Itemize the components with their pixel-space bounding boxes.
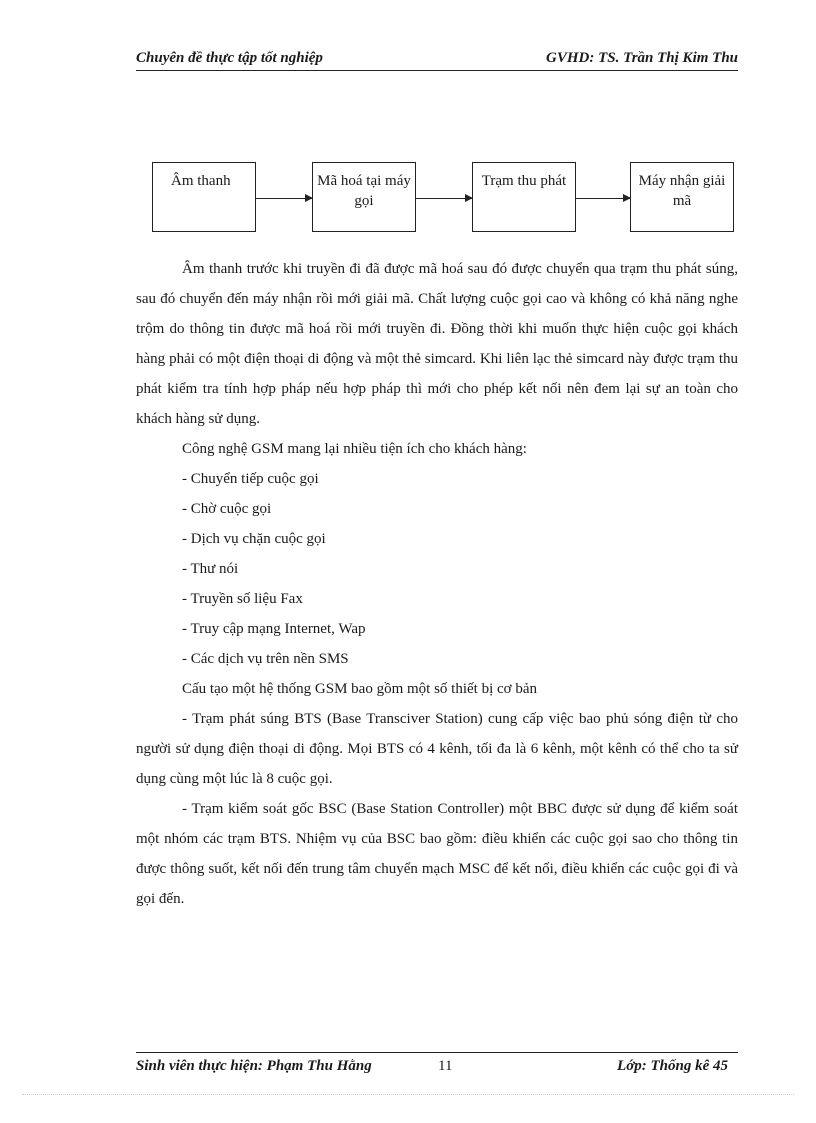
paragraph-2: Công nghệ GSM mang lại nhiều tiện ích cho khách hàng: [182, 441, 527, 457]
diagram-arrow-1 [256, 198, 312, 199]
diagram-arrow-2 [416, 198, 472, 199]
list-item: - Chuyển tiếp cuộc gọi [182, 471, 319, 487]
header-advisor: GVHD: TS. Trần Thị Kim Thu [546, 50, 738, 66]
list-item: - Các dịch vụ trên nền SMS [182, 651, 349, 667]
list-item: - Truy cập mạng Internet, Wap [182, 621, 366, 637]
page-header [136, 48, 738, 71]
diagram-arrow-3 [576, 198, 630, 199]
diagram-box-sound: Âm thanh [152, 162, 256, 232]
body-text [136, 254, 738, 914]
paragraph-4: - Trạm phát súng BTS (Base Transciver Station) cung cấp việc bao phủ sóng điện từ cho người sử dụng điện thoại di động. Mọi BTS có 4 kênh, tối đa là 6 kênh, một kênh có thể cho ta sử dụng cùng một lúc là 8 cuộc gọi. [136, 711, 738, 787]
page-bottom-divider [22, 1094, 794, 1095]
page-number: 11 [438, 1058, 453, 1074]
list-item: - Chờ cuộc gọi [182, 501, 272, 517]
list-item: - Truyền số liệu Fax [182, 591, 303, 607]
header-title: Chuyên đề thực tập tốt nghiệp [136, 50, 323, 66]
paragraph-5: - Trạm kiểm soát gốc BSC (Base Station Controller) một BBC được sử dụng để kiểm soát một nhóm các trạm BTS. Nhiệm vụ của BSC bao gồm: điều khiển các cuộc gọi sao cho thông tin được thông suốt, kết nối đến trung tâm chuyển mạch MSC để kết nối, điều khiển các cuộc gọi đi và gọi đến. [136, 801, 738, 907]
page-footer [136, 1052, 738, 1079]
footer-class: Lớp: Thống kê 45 [617, 1058, 728, 1074]
paragraph-3: Cấu tạo một hệ thống GSM bao gồm một số thiết bị cơ bản [182, 681, 537, 697]
diagram-box-receiver: Máy nhận giải mã [630, 162, 734, 232]
footer-student: Sinh viên thực hiện: Phạm Thu Hằng [136, 1058, 372, 1074]
diagram-box-station: Trạm thu phát [472, 162, 576, 232]
diagram-box-encode: Mã hoá tại máy gọi [312, 162, 416, 232]
list-item: - Thư nói [182, 561, 239, 577]
paragraph-1: Âm thanh trước khi truyền đi đã được mã hoá sau đó được chuyển qua trạm thu phát súng, sau đó chuyển đến máy nhận rồi mới giải mã. Chất lượng cuộc gọi cao và không có khả năng nghe trộm do thông tin được mã hoá rồi mới truyền đi. Đồng thời khi muốn thực hiện cuộc gọi khách hàng phải có một điện thoại di động và một thẻ simcard. Khi liên lạc thẻ simcard này được trạm thu phát kiểm tra tính hợp pháp nếu hợp pháp thì mới cho phép kết nối nên đem lại sự an toàn cho khách hàng sử dụng. [136, 261, 738, 427]
list-item: - Dịch vụ chặn cuộc gọi [182, 531, 326, 547]
